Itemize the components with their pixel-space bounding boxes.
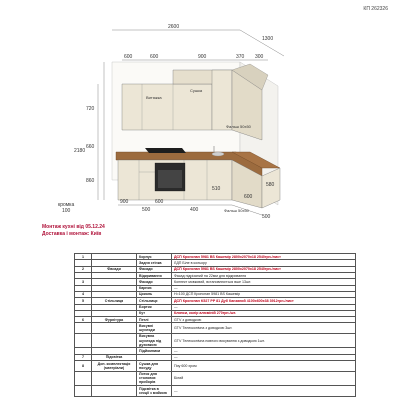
dim-uw-600-b: 600 xyxy=(150,54,159,60)
spec-cell-value: Коннект мовковий, встановлюється вше 13шт. xyxy=(172,279,356,285)
spec-cell-value: Фасад підрізаний на 22мм для відкривання xyxy=(172,272,356,278)
spec-cell-value: GTV з доводкою xyxy=(172,317,356,323)
spec-cell-num: 2 xyxy=(75,266,92,272)
spec-cell-section xyxy=(92,333,137,348)
dim-lw-600-right: 600 xyxy=(244,194,253,200)
spec-cell-key: Фасади xyxy=(137,279,172,285)
dim-lw-580: 580 xyxy=(266,182,275,188)
spec-cell-section: Доп. комплектація (матеріали) xyxy=(92,361,137,371)
spec-cell-value: ДСП Кронспан K527 PP 81 Дуб Канзаний 4100х600х38 3912грн./лист xyxy=(172,298,356,304)
spec-cell-value: GTV Телескопічна повного висування з доводкою 1шт. xyxy=(172,333,356,348)
spec-cell-num xyxy=(75,371,92,386)
dim-total-width: 2600 xyxy=(168,24,180,30)
spec-row xyxy=(75,386,356,396)
spec-cell-section: Підсвітка xyxy=(92,354,137,360)
spec-cell-key: Лоток для столових приборів xyxy=(137,371,172,386)
dim-height-860: 860 xyxy=(86,178,95,184)
label-sink-bottom: Фальш 50х50 xyxy=(224,208,249,213)
spec-cell-num: 3 xyxy=(75,279,92,285)
spec-cell-value: ДСП Кронспан 5981 BS Кашемір 2800х2070х18 2540грн./лист xyxy=(172,266,356,272)
spec-cell-value: Н=100 ДСП Кронспан 5981 BS Кашемір xyxy=(172,291,356,297)
spec-cell-num: 4 xyxy=(75,291,92,297)
spec-row xyxy=(75,323,356,333)
label-sushka: Сушка xyxy=(190,88,203,93)
spec-cell-key: Стільниця xyxy=(137,298,172,304)
spec-cell-value: Пиу 600 хром xyxy=(172,361,356,371)
spec-row xyxy=(75,361,356,371)
spec-cell-key: Підсвітка в секції з мийкою xyxy=(137,386,172,396)
dim-bottom-500: 500 xyxy=(262,214,271,220)
label-sink-top: Фальш 50х50 xyxy=(226,124,251,129)
dim-uw-370: 370 xyxy=(236,54,245,60)
spec-cell-key: Висувна шухляда під духовкою xyxy=(137,333,172,348)
order-id: КП 262326 xyxy=(363,6,388,12)
dim-height-720: 720 xyxy=(86,106,95,112)
note-install-date: Монтаж кухні від 05.12.24 xyxy=(42,224,105,230)
spec-cell-key: Фасади xyxy=(137,266,172,272)
spec-cell-num xyxy=(75,386,92,396)
spec-cell-num: 6 xyxy=(75,317,92,323)
spec-cell-num: 8 xyxy=(75,361,92,371)
spec-cell-key: Бортик xyxy=(137,304,172,310)
dim-lw-600: 600 xyxy=(155,199,164,205)
spec-cell-section: Стільниця xyxy=(92,298,137,304)
spec-cell-section xyxy=(92,386,137,396)
dim-lw-900: 900 xyxy=(120,199,129,205)
spec-cell-key: Підйомники xyxy=(137,348,172,354)
spec-cell-section: Фасади xyxy=(92,266,137,272)
spec-cell-section: Фурнітура xyxy=(92,317,137,323)
dim-lw-510: 510 xyxy=(212,186,221,192)
spec-cell-key: Висувні шухляди xyxy=(137,323,172,333)
spec-cell-key: Відкривання xyxy=(137,272,172,278)
spec-cell-value: — xyxy=(172,386,356,396)
spec-cell-section xyxy=(92,371,137,386)
spec-cell-num: 7 xyxy=(75,354,92,360)
spec-cell-value: — xyxy=(172,304,356,310)
dim-uw-600-a: 600 xyxy=(124,54,133,60)
dim-lw-400: 400 xyxy=(190,207,199,213)
spec-cell-num: 1 xyxy=(75,254,92,260)
label-vytiazhka: Витяжка xyxy=(146,95,162,100)
edge-label: кромка xyxy=(58,202,75,208)
spec-cell-key: Корпус xyxy=(137,254,172,260)
spec-cell-value: ЛДП Біле в кольору xyxy=(172,260,356,266)
spec-cell-value: GTV Телескопічна з доводкою 3шт. xyxy=(172,323,356,333)
spec-row xyxy=(75,371,356,386)
spec-cell-num xyxy=(75,323,92,333)
dim-lw-500: 500 xyxy=(142,207,151,213)
spec-cell-value: — xyxy=(172,348,356,354)
spec-cell-key: Кут xyxy=(137,310,172,316)
spec-cell-key: Задня стінка xyxy=(137,260,172,266)
spec-row xyxy=(75,333,356,348)
spec-cell-key: Цоколь xyxy=(137,291,172,297)
spec-table xyxy=(74,253,356,397)
spec-cell-value: Білий xyxy=(172,371,356,386)
edge-value: 100 xyxy=(62,208,71,214)
dim-height-2180: 2180 xyxy=(74,148,86,154)
spec-cell-value: ДСП Кронспан 5981 BS Кашемір 2800х2070х18 2540грн./лист xyxy=(172,254,356,260)
spec-cell-num: 5 xyxy=(75,298,92,304)
spec-cell-value: — xyxy=(172,354,356,360)
dim-height-660: 660 xyxy=(86,144,95,150)
spec-cell-key: Петлі xyxy=(137,317,172,323)
spec-cell-section xyxy=(92,323,137,333)
note-delivery: Доставка і монтаж: Київ xyxy=(42,231,102,237)
spec-cell-value: Клипси, колір алюміній 270грн./шт. xyxy=(172,310,356,316)
spec-cell-value: — xyxy=(172,285,356,291)
spec-cell-num xyxy=(75,333,92,348)
dim-right-depth: 1300 xyxy=(262,36,274,42)
spec-cell-key: Сушка для посуду xyxy=(137,361,172,371)
spec-cell-key: Карниз xyxy=(137,285,172,291)
dim-uw-900: 900 xyxy=(198,54,207,60)
dim-uw-300: 300 xyxy=(255,54,264,60)
